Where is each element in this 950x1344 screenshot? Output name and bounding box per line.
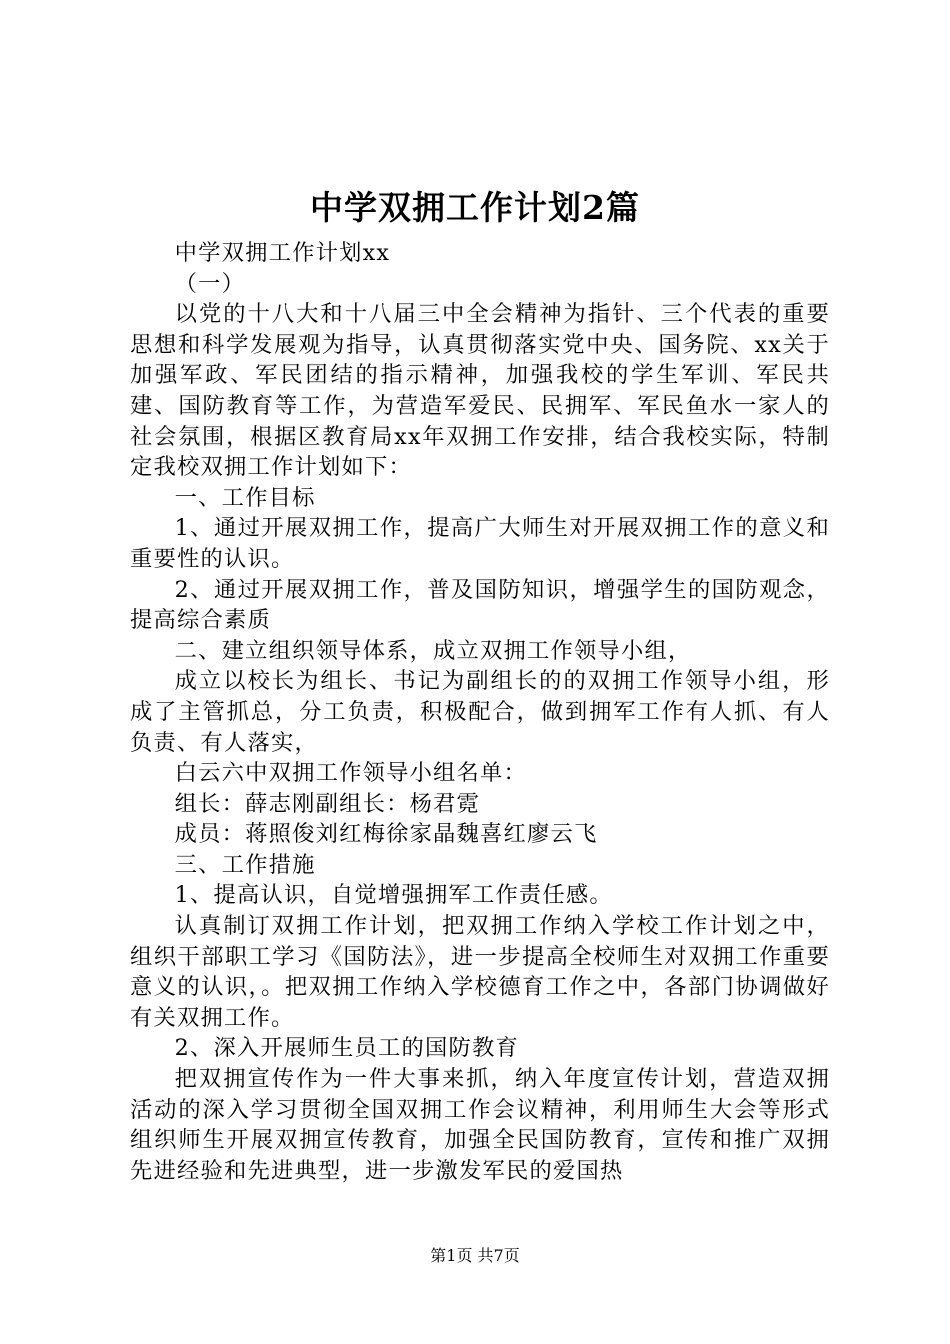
- page-number-footer: 第1页 共7页: [430, 1246, 520, 1265]
- paragraph-organization: 成立以校长为组长、书记为副组长的的双拥工作领导小组，形成了主管抓总，分工负责，积极配合，做到拥军工作有人抓、有人负责、有人落实，: [130, 668, 830, 756]
- paragraph-measure-1-body: 认真制订双拥工作计划，把双拥工作纳入学校工作计划之中，组织干部职工学习《国防法》，进一步提高全校师生对双拥工作重要意义的认识，。把双拥工作纳入学校德育工作之中，各部门协调做好有关双拥工作。: [130, 913, 830, 1031]
- document-title: 中学双拥工作计划2篇: [310, 188, 640, 227]
- paragraph-measure-2-title: 2、深入开展师生员工的国防教育: [174, 1035, 519, 1062]
- paragraph-subtitle: 中学双拥工作计划xx: [174, 240, 391, 266]
- paragraph-intro: 以党的十八大和十八届三中全会精神为指针、三个代表的重要思想和科学发展观为指导，认真贯彻落实党中央、国务院、xx关于加强军政、军民团结的指示精神，加强我校的学生军训、军民共建、国防教育等工作，为营造军爱民、民拥军、军民鱼水一家人的社会氛围，根据区教育局xx年双拥工作安排，结合我校实际，特制定我校双拥工作计划如下：: [130, 301, 830, 481]
- paragraph-group-members: 成员：蒋照俊刘红梅徐家晶魏喜红廖云飞: [174, 821, 598, 848]
- paragraph-group-list-title: 白云六中双拥工作领导小组名单：: [174, 760, 528, 787]
- heading-work-measures: 三、工作措施: [174, 851, 316, 878]
- paragraph-goal-2: 2、通过开展双拥工作，普及国防知识，增强学生的国防观念，提高综合素质: [130, 576, 830, 634]
- document-body: [130, 238, 830, 1186]
- heading-work-goals: 一、工作目标: [174, 484, 316, 511]
- paragraph-section-marker: （一）: [174, 270, 246, 297]
- paragraph-measure-1-title: 1、提高认识，自觉增强拥军工作责任感。: [174, 882, 613, 909]
- paragraph-measure-2-body: 把双拥宣传作为一件大事来抓，纳入年度宣传计划，营造双拥活动的深入学习贯彻全国双拥工作会议精神，利用师生大会等形式组织师生开展双拥宣传教育，加强全民国防教育，宣传和推广双拥先进经验和先进典型，进一步激发军民的爱国热: [130, 1066, 830, 1184]
- paragraph-group-leaders: 组长：薛志刚副组长：杨君霓: [174, 790, 481, 817]
- paragraph-goal-1: 1、通过开展双拥工作，提高广大师生对开展双拥工作的意义和重要性的认识。: [130, 515, 830, 572]
- heading-organization: 二、建立组织领导体系，成立双拥工作领导小组，: [174, 637, 692, 664]
